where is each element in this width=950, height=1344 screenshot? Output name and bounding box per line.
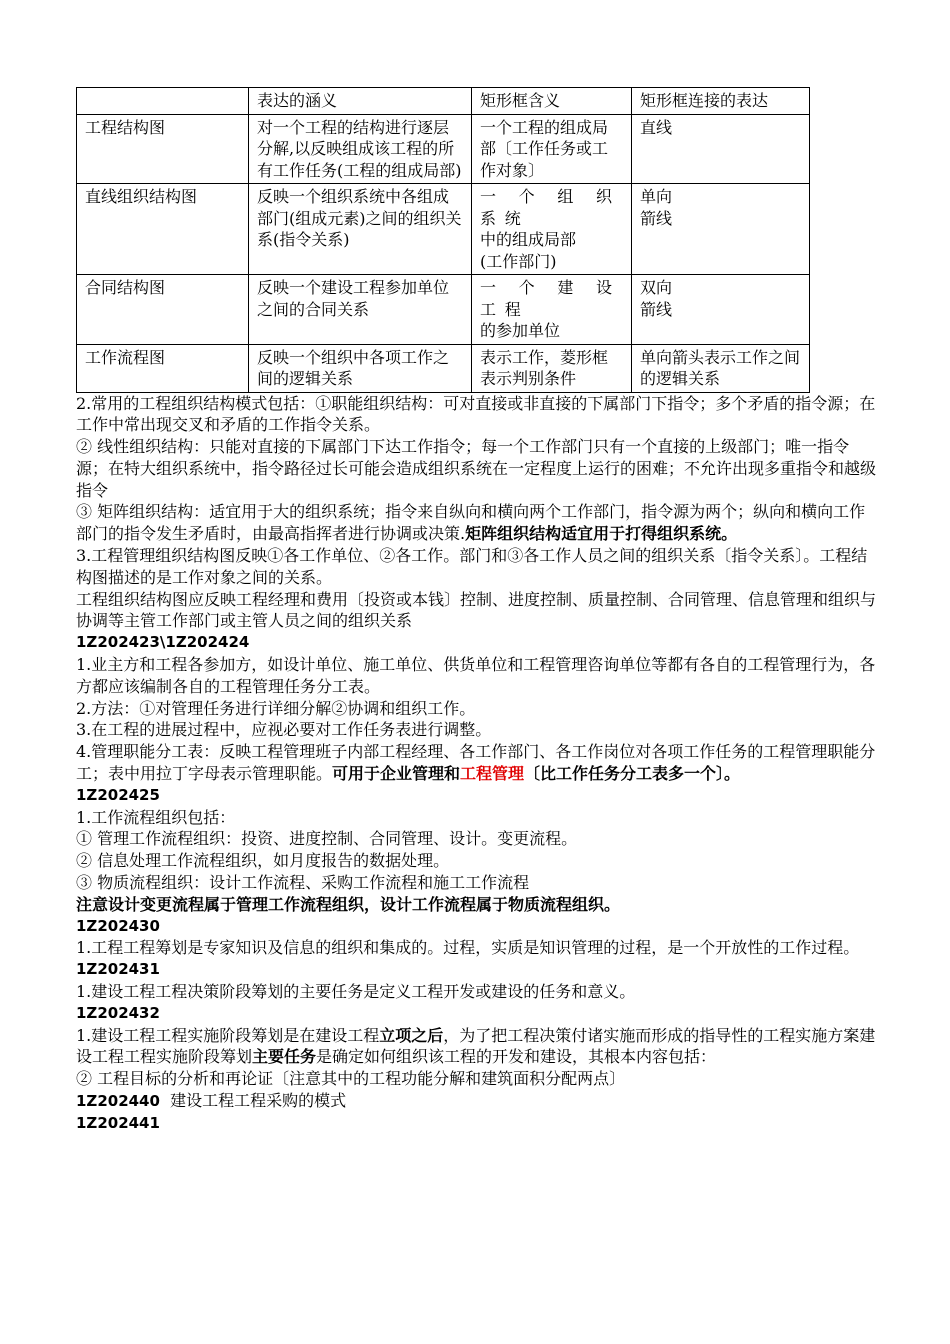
table-cell — [472, 275, 632, 345]
paragraph: ② 信息处理工作流程组织，如月度报告的数据处理。 — [76, 851, 450, 871]
table-cell: 单向箭头表示工作之间的逻辑关系 — [632, 344, 810, 392]
paragraph: 1.业主方和工程各参加方，如设计单位、施工单位、供货单位和工程管理咨询单位等都有各自的工程管理行为，各方都应该编制各自的工程管理任务分工表。 — [76, 655, 876, 696]
section-title: 建设工程工程采购的模式 — [170, 1091, 347, 1110]
paragraph: 1.工程工程筹划是专家知识及信息的组织和集成的。过程，实质是知识管理的过程，是一个开放性的工作过程。 — [76, 938, 860, 958]
table-cell: 对一个工程的结构进行逐层分解,以反映组成该工程的所有工作任务(工程的组成局部) — [249, 114, 472, 184]
table-header-cell: 矩形框含义 — [472, 88, 632, 115]
table-cell-line: 一 个 建 设工程 — [480, 278, 621, 319]
emphasis-text: 主要任务 — [252, 1047, 317, 1067]
comparison-table — [76, 87, 810, 393]
section-code: 1Z202440 — [76, 1092, 160, 1110]
table-cell: 一个工程的组成局部〔工作任务或工作对象〕 — [472, 114, 632, 184]
paragraph-text: ③ 矩阵组织结构：适宜用于大的组织系统；指令来自纵向和横向两个工作部门，指令源为两个；纵向和横向工作部门的指令发生矛盾时，由最高指挥者进行协调或决策. — [76, 502, 866, 544]
table-row — [77, 114, 810, 184]
table-cell: 表示工作，菱形框表示判别条件 — [472, 344, 632, 392]
section-heading: 1Z202441 — [76, 1113, 160, 1132]
table-cell-line: (工作部门) — [480, 251, 557, 271]
table-cell: 反映一个建设工程参加单位之间的合同关系 — [249, 275, 472, 345]
table-cell — [632, 184, 810, 275]
paragraph — [76, 741, 876, 785]
paragraph: ③ 物质流程组织：设计工作流程、采购工作流程和施工工作流程 — [76, 873, 530, 893]
table-cell: 工程结构图 — [77, 114, 249, 184]
paragraph: 1.建设工程工程决策阶段筹划的主要任务是定义工程开发或建设的任务和意义。 — [76, 982, 636, 1002]
table-row — [77, 275, 810, 345]
section-heading: 1Z202423\1Z202424 — [76, 633, 250, 652]
table-cell-line: 中的组成局部 — [480, 230, 577, 249]
paragraph: ① 管理工作流程组织：投资、进度控制、合同管理、设计。变更流程。 — [76, 829, 578, 849]
emphasis-text: 〔比工作任务分工表多一个〕。 — [524, 764, 741, 784]
paragraph-text: 4.管理职能分工表：反映工程管理班子内部工程经理、各工作部门、各工作岗位对各项工作任务的工程管理职能分工；表中用拉丁字母表示管理职能。 — [76, 742, 876, 784]
paragraph — [76, 501, 876, 545]
table-cell: 直线 — [632, 114, 810, 184]
table-header-row — [77, 88, 810, 115]
table-cell: 工作流程图 — [77, 344, 249, 392]
table-header-cell — [77, 88, 249, 115]
emphasis-paragraph: 注意设计变更流程属于管理工作流程组织，设计工作流程属于物质流程组织。 — [76, 894, 621, 914]
table-row — [77, 184, 810, 275]
table-cell-line: 一 个 组 织系统 — [480, 187, 621, 228]
section-heading: 1Z202430 — [76, 916, 160, 935]
table-cell-line: 箭线 — [640, 208, 673, 228]
table-cell: 合同结构图 — [77, 275, 249, 345]
table-header-cell: 矩形框连接的表达 — [632, 88, 810, 115]
paragraph-text: 是确定如何组织该工程的开发和建设，其根本内容包括： — [316, 1047, 717, 1067]
table-header-cell: 表达的涵义 — [249, 88, 472, 115]
highlight-text: 工程管理 — [460, 764, 525, 784]
section-heading: 1Z202431 — [76, 960, 160, 979]
section-heading-line — [76, 1090, 876, 1113]
document-page — [76, 87, 876, 1135]
paragraph-text: ，为了把工程决策付诸实施而形成的指导性的工程实施方案建设工程工程实施阶段筹划 — [76, 1025, 876, 1067]
table-row — [77, 344, 810, 392]
section-heading: 1Z202432 — [76, 1003, 160, 1022]
paragraph: 工程组织结构图应反映工程经理和费用〔投资或本钱〕控制、进度控制、质量控制、合同管理、信息管理和组织与协调等主管工作部门或主管人员之间的组织关系 — [76, 589, 877, 631]
table-cell-line: 双向 — [640, 278, 673, 297]
table-cell — [472, 184, 632, 275]
emphasis-text: 可用于企业管理和 — [332, 764, 461, 784]
paragraph: 2.常用的工程组织结构模式包括：①职能组织结构：可对直接或非直接的下属部门下指令；多个矛盾的指令源；在工作中常出现交叉和矛盾的工作指令关系。 — [76, 393, 876, 435]
emphasis-text: 立项之后 — [379, 1025, 444, 1045]
table-cell — [632, 275, 810, 345]
paragraph: 3.在工程的进展过程中，应视必要对工作任务表进行调整。 — [76, 720, 492, 740]
paragraph: ② 线性组织结构：只能对直接的下属部门下达工作指令；每一个工作部门只有一个直接的上级部门；唯一指令源；在特大组织系统中，指令路径过长可能会造成组织系统在一定程度上运行的困难；不允许出现多重指令和越级指令 — [76, 437, 877, 500]
paragraph: 3.工程管理组织结构图反映①各工作单位、②各工作。部门和③各工作人员之间的组织关系〔指令关系〕。工程结构图描述的是工作对象之间的关系。 — [76, 546, 868, 587]
table-cell: 反映一个组织系统中各组成部门(组成元素)之间的组织关系(指令关系) — [249, 184, 472, 275]
table-cell-line: 的参加单位 — [480, 321, 561, 340]
paragraph: ② 工程目标的分析和再论证〔注意其中的工程功能分解和建筑面积分配两点〕 — [76, 1069, 626, 1089]
table-cell-line: 箭线 — [640, 299, 673, 319]
table-cell: 反映一个组织中各项工作之间的逻辑关系 — [249, 344, 472, 392]
paragraph: 1.工作流程组织包括： — [76, 807, 236, 827]
paragraph — [76, 1025, 876, 1069]
paragraph-text: 1.建设工程工程实施阶段筹划是在建设工程 — [76, 1025, 380, 1045]
table-cell-line: 单向 — [640, 187, 673, 206]
section-heading: 1Z202425 — [76, 785, 160, 804]
emphasis-text: 矩阵组织结构适宜用于打得组织系统。 — [465, 524, 738, 544]
table-cell: 直线组织结构图 — [77, 184, 249, 275]
paragraph: 2.方法：①对管理任务进行详细分解②协调和组织工作。 — [76, 698, 476, 718]
